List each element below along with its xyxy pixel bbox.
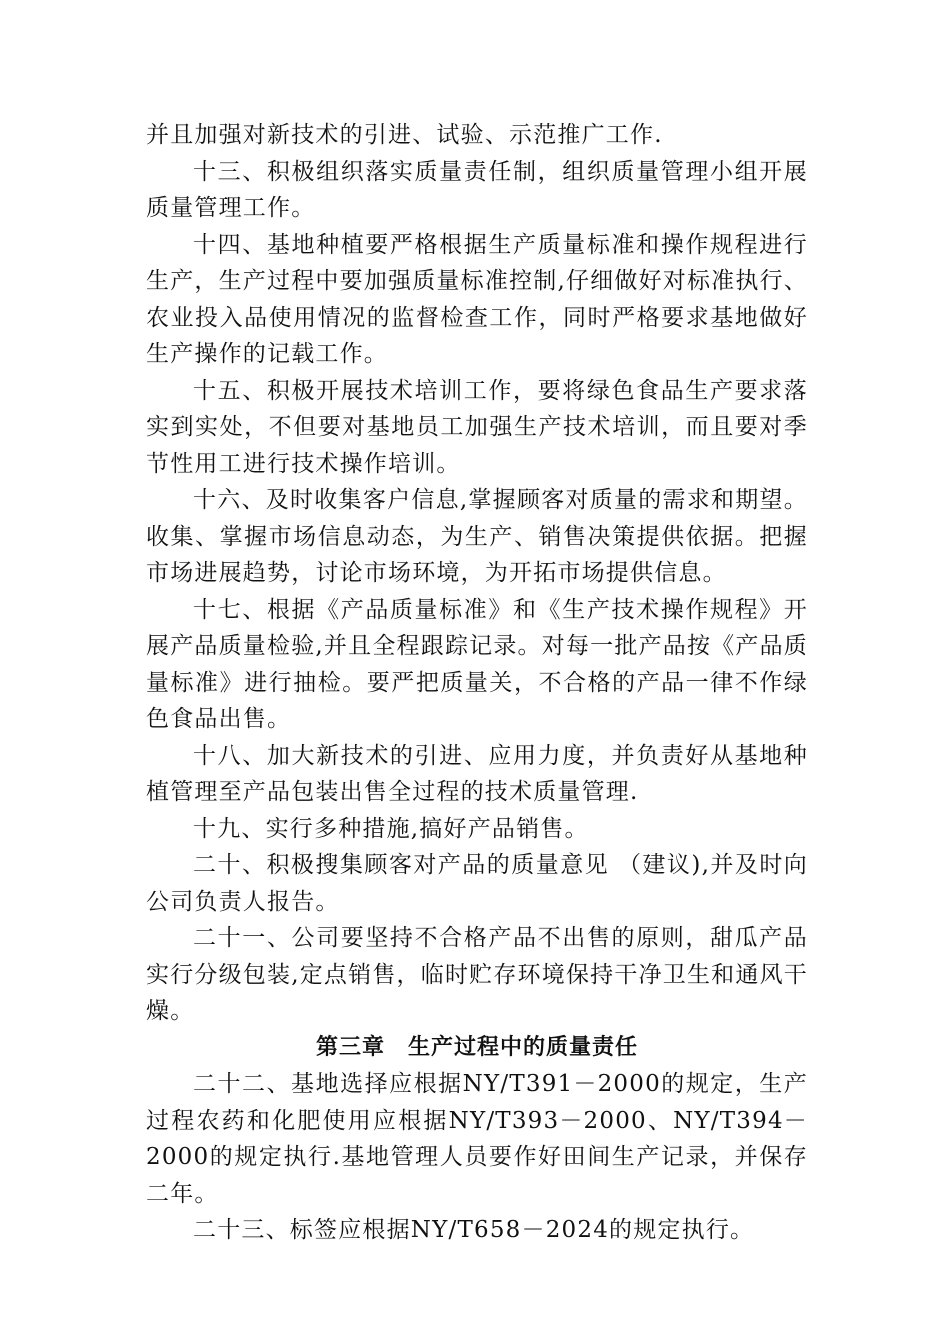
chapter-heading: 第三章 生产过程中的质量责任 — [315, 1034, 638, 1060]
paragraph-item-17: 十七、根据《产品质量标准》和《生产技术操作规程》开展产品质量检验,并且全程跟踪记录。对每一批产品按《产品质量标准》进行抽检。要严把质量关，不合格的产品一律不作绿色食品出售。 — [146, 596, 808, 732]
paragraph-item-20: 二十、积极搜集顾客对产品的质量意见 （建议),并及时向公司负责人报告。 — [146, 852, 808, 915]
paragraph-continuation: 并且加强对新技术的引进、试验、示范推广工作. — [146, 122, 663, 148]
paragraph-item-22: 二十二、基地选择应根据NY/T391－2000的规定，生产过程农药和化肥使用应根据NY/T393－2000、NY/T394－2000的规定执行.基地管理人员要作好田间生产记录，并保存二年。 — [146, 1071, 808, 1207]
paragraph-item-18: 十八、加大新技术的引进、应用力度，并负责好从基地种植管理至产品包装出售全过程的技术质量管理. — [146, 742, 808, 805]
paragraph-item-15: 十五、积极开展技术培训工作，要将绿色食品生产要求落实到实处，不但要对基地员工加强生产技术培训，而且要对季节性用工进行技术操作培训。 — [146, 377, 808, 477]
paragraph-item-23: 二十三、标签应根据NY/T658－2024的规定执行。 — [193, 1217, 755, 1243]
paragraph-item-16: 十六、及时收集客户信息,掌握顾客对质量的需求和期望。收集、掌握市场信息动态，为生产、销售决策提供依据。把握市场进展趋势，讨论市场环境，为开拓市场提供信息。 — [146, 487, 808, 586]
document-page — [146, 117, 808, 1249]
paragraph-item-13: 十三、积极组织落实质量责任制，组织质量管理小组开展质量管理工作。 — [146, 158, 808, 221]
paragraph-item-14: 十四、基地种植要严格根据生产质量标准和操作规程进行生产，生产过程中要加强质量标准控制,仔细做好对标准执行、农业投入品使用情况的监督检查工作，同时严格要求基地做好生产操作的记载工作。 — [146, 231, 808, 367]
paragraph-item-21: 二十一、公司要坚持不合格产品不出售的原则，甜瓜产品实行分级包装,定点销售，临时贮存环境保持干净卫生和通风干燥。 — [146, 925, 808, 1024]
paragraph-item-19: 十九、实行多种措施,搞好产品销售。 — [193, 815, 589, 842]
